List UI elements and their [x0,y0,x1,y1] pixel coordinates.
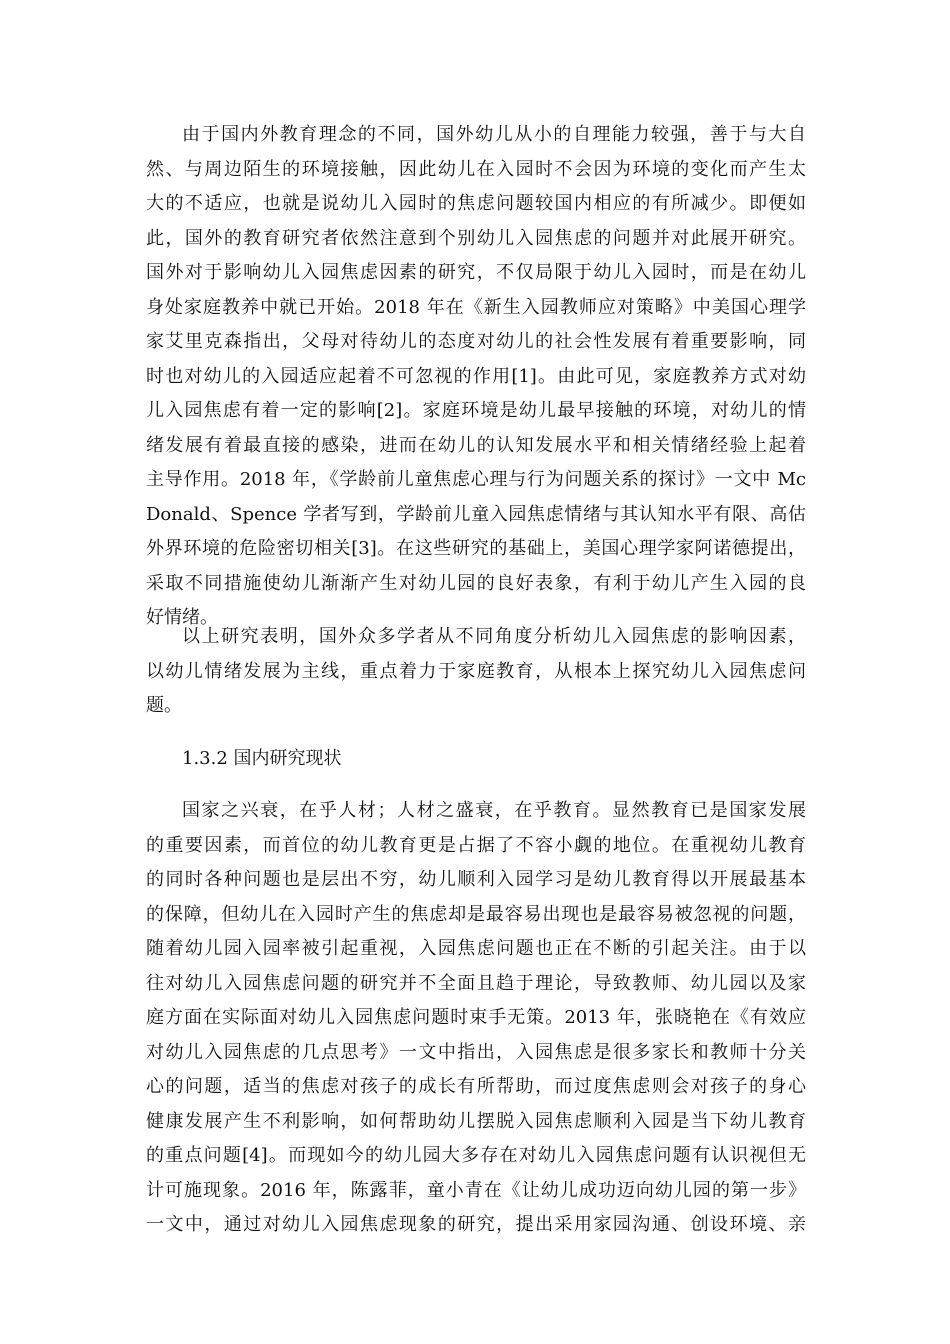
paragraph-3 [146,794,806,1243]
paragraph-2 [146,620,806,724]
text-line: 主导作用。2018 年，《学龄前儿童焦虑心理与行为问题关系的探讨》一文中 Mc [146,469,806,490]
text-line: 对幼儿入园焦虑的几点思考》一文中指出，入园焦虑是很多家长和教师十分关 [146,1041,806,1063]
text-line: 国外对于影响幼儿入园焦虑因素的研究，不仅局限于幼儿入园时，而是在幼儿 [146,262,806,283]
text-line: 的保障，但幼儿在入园时产生的焦虑却是最容易出现也是最容易被忽视的问题， [146,903,806,925]
text-line: 随着幼儿园入园率被引起重视，入园焦虑问题也正在不断的引起关注。由于以 [146,938,806,959]
text-line: 此，国外的教育研究者依然注意到个别幼儿入园焦虑的问题并对此展开研究。 [146,227,806,249]
text-line: 的重点问题[4]。而现如今的幼儿园大多存在对幼儿入园焦虑问题有认识视但无 [146,1145,806,1166]
text-line: 大的不适应，也就是说幼儿入园时的焦虑问题较国内相应的有所减少。即便如 [146,193,806,214]
text-line: 由于国内外教育理念的不同，国外幼儿从小的自理能力较强，善于与大自 [182,124,806,145]
text-line: 以幼儿情绪发展为主线，重点着力于家庭教育，从根本上探究幼儿入园焦虑问 [146,660,806,682]
text-line: Donald、Spence 学者写到，学龄前儿童入园焦虑情绪与其认知水平有限、高估 [146,503,806,525]
text-line: 儿入园焦虑有着一定的影响[2]。家庭环境是幼儿最早接触的环境，对幼儿的情 [146,400,806,421]
text-line: 绪发展有着最直接的感染，进而在幼儿的认知发展水平和相关情绪经验上起着 [146,434,806,456]
text-line: 然、与周边陌生的环境接触，因此幼儿在入园时不会因为环境的变化而产生太 [146,158,806,180]
text-line: 题。 [146,695,182,716]
text-line: 往对幼儿入园焦虑问题的研究并不全面且趋于理论，导致教师、幼儿园以及家 [146,972,806,994]
text-line: 庭方面在实际面对幼儿入园焦虑问题时束手无策。2013 年，张晓艳在《有效应 [146,1007,806,1028]
text-line: 心的问题，适当的焦虑对孩子的成长有所帮助，而过度焦虑则会对孩子的身心 [146,1076,806,1097]
text-line: 的重要因素，而首位的幼儿教育更是占据了不容小觑的地位。在重视幼儿教育 [146,834,806,856]
text-line: 健康发展产生不利影响，如何帮助幼儿摆脱入园焦虑顺利入园是当下幼儿教育 [146,1110,806,1132]
text-line: 采取不同措施使幼儿渐渐产生对幼儿园的良好表象，有利于幼儿产生入园的良 [146,572,806,594]
text-line: 身处家庭教养中就已开始。2018 年在《新生入园教师应对策略》中美国心理学 [146,296,806,318]
section-heading: 1.3.2 国内研究现状 [182,748,342,769]
text-line: 外界环境的危险密切相关[3]。在这些研究的基础上，美国心理学家阿诺德提出， [146,538,806,559]
text-line: 家艾里克森指出，父母对待幼儿的态度对幼儿的社会性发展有着重要影响，同 [146,331,806,352]
text-line: 的同时各种问题也是层出不穷，幼儿顺利入园学习是幼儿教育得以开展最基本 [146,869,806,890]
text-line: 计可施现象。2016 年，陈露菲，童小青在《让幼儿成功迈向幼儿园的第一步》 [146,1179,806,1201]
text-line: 以上研究表明，国外众多学者从不同角度分析幼儿入园焦虑的影响因素， [182,626,806,647]
text-line: 一文中，通过对幼儿入园焦虑现象的研究，提出采用家园沟通、创设环境、亲 [146,1214,806,1235]
text-line: 时也对幼儿的入园适应起着不可忽视的作用[1]。由此可见，家庭教养方式对幼 [146,365,806,387]
text-line: 国家之兴衰，在乎人材；人材之盛衰，在乎教育。显然教育已是国家发展 [182,800,806,821]
text-line: 好情绪。 [146,607,218,628]
paragraph-1 [146,118,806,636]
